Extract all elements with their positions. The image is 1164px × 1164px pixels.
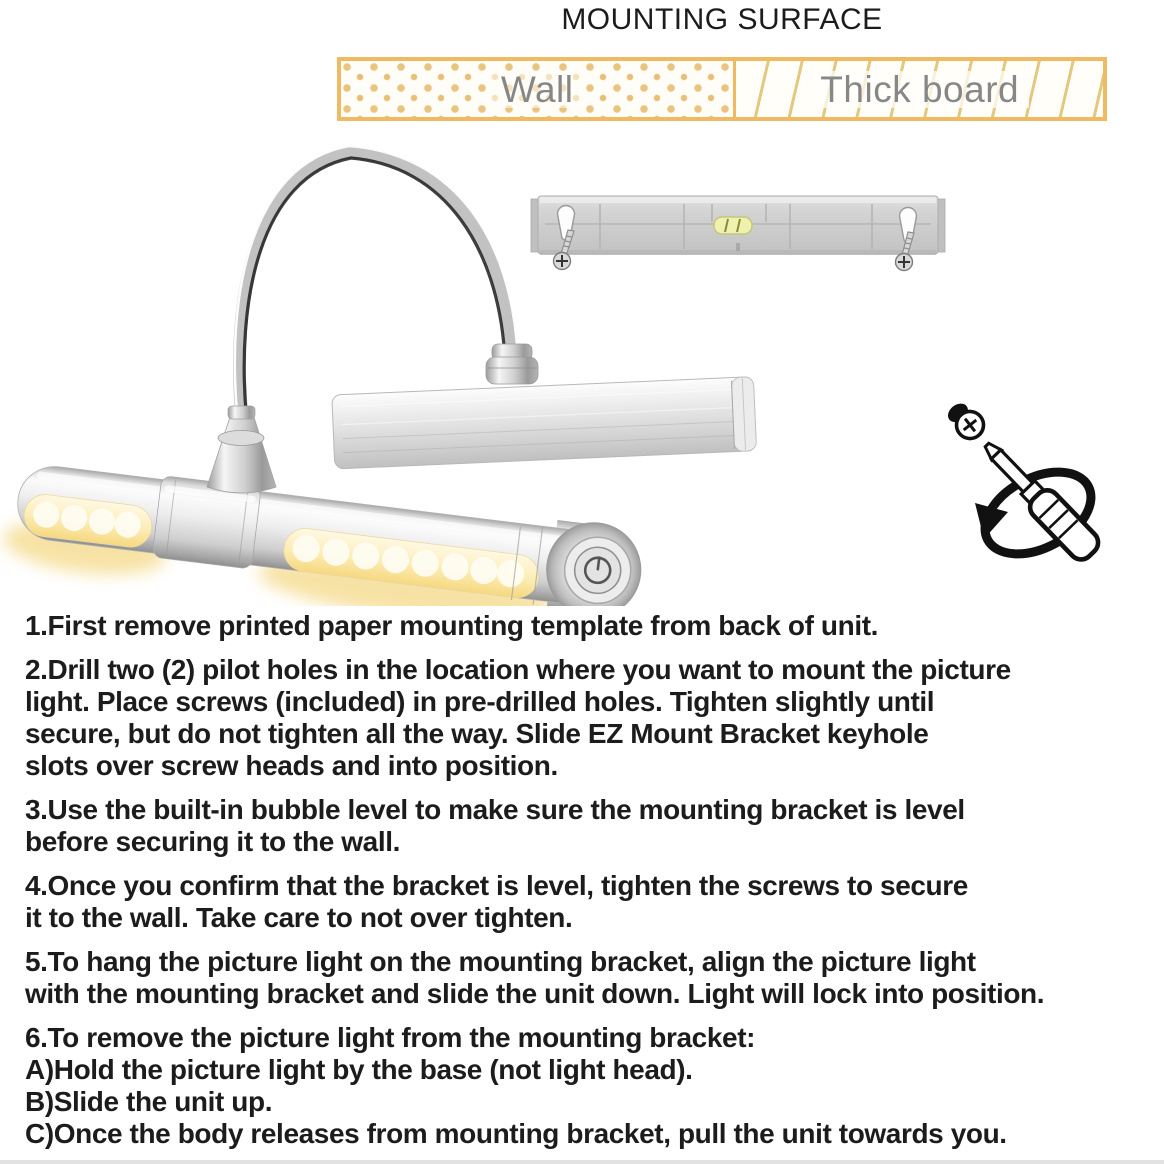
rotation-arrowhead <box>975 503 1008 539</box>
curved-arm <box>235 146 518 418</box>
page-bottom-divider <box>0 1160 1164 1164</box>
instructions <box>25 610 1164 1162</box>
screwdriver-icon <box>944 397 1105 571</box>
page-title: MOUNTING SURFACE <box>561 3 883 36</box>
product-illustration <box>0 128 1164 606</box>
screw-icon <box>944 397 989 444</box>
thick-board-label: Thick board <box>810 71 1029 108</box>
instruction-step-5: 5.To hang the picture light on the mounting bracket, align the picture light with the mounting bracket and slide the unit down. Light will lock into position. <box>25 946 1045 1009</box>
instruction-step-4: 4.Once you confirm that the bracket is level, tighten the screws to secure it to the wall. Take care to not over tighten. <box>25 870 968 933</box>
wall-label: Wall <box>491 71 584 108</box>
mounting-surface-banner <box>337 57 1107 121</box>
light-head <box>332 377 757 469</box>
head-swivel-joint <box>486 344 538 384</box>
instruction-step-2: 2.Drill two (2) pilot holes in the location where you want to mount the picture light. Place screws (included) in pre-drilled holes. Tighten slightly until secure, but do not tighten all the way. Slide EZ Mount Bracket keyhole slots over screw heads and into position. <box>25 654 1011 781</box>
mounting-bracket <box>531 196 945 271</box>
arm-base-joint <box>207 406 276 493</box>
instruction-step-6: 6.To remove the picture light from the mounting bracket: A)Hold the picture light by the base (not light head). B)Slide the unit up. C)Once the body releases from mounting bracket, pull the unit towards you. <box>25 1022 1007 1149</box>
instruction-step-3: 3.Use the built-in bubble level to make sure the mounting bracket is level before securing it to the wall. <box>25 794 965 857</box>
surface-option-wall <box>341 61 733 117</box>
surface-option-thick-board <box>733 61 1103 117</box>
light-bar <box>0 451 646 606</box>
instruction-step-1: 1.First remove printed paper mounting template from back of unit. <box>25 610 879 641</box>
